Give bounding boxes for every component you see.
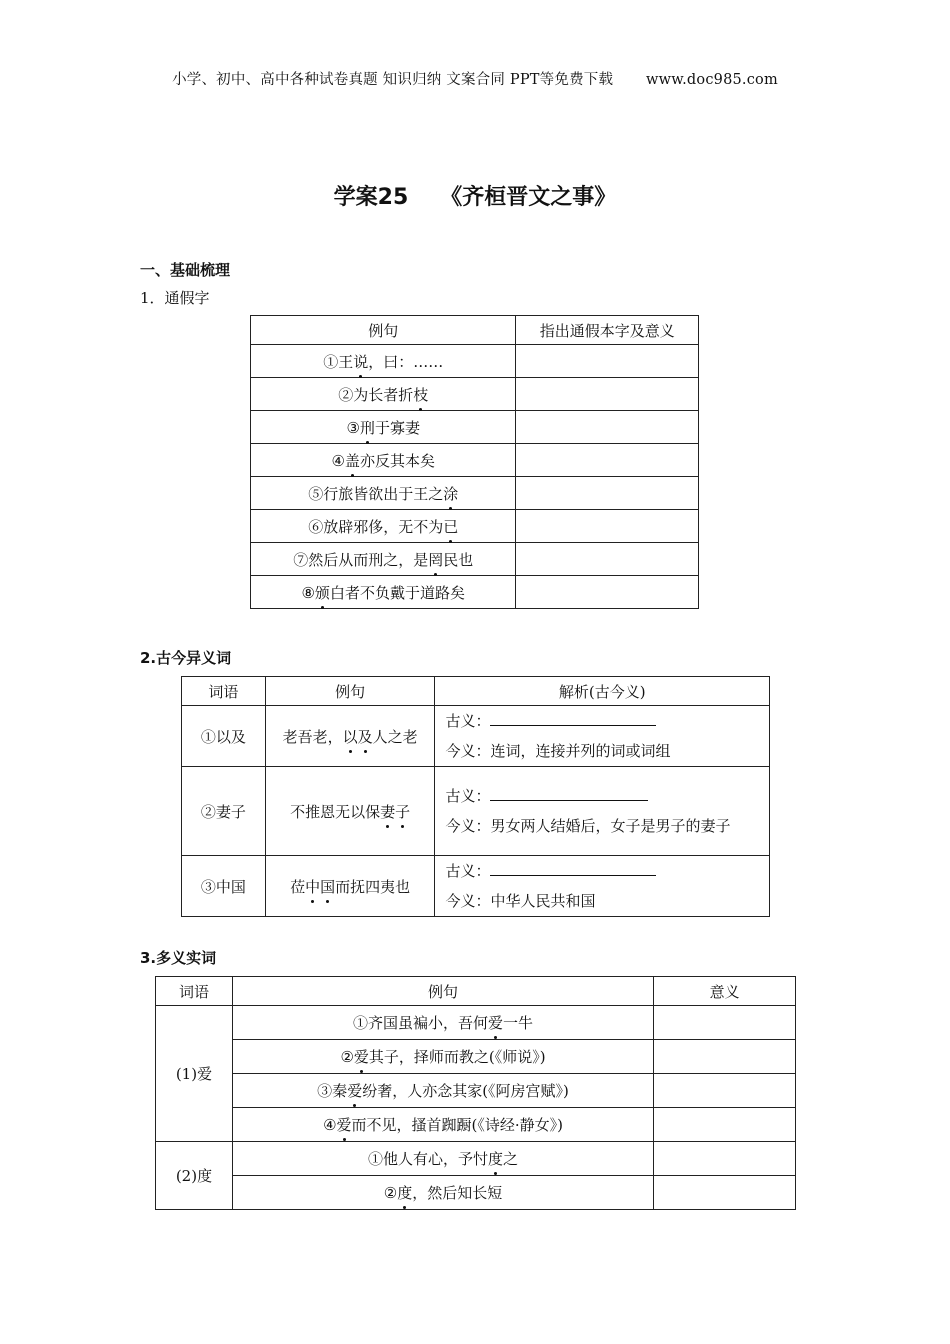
sentence-text: ②: [340, 1048, 354, 1066]
analysis-cell: [435, 767, 770, 856]
gujin-table: [181, 676, 770, 917]
example-sentence: [251, 378, 516, 411]
analysis-cell: [435, 856, 770, 917]
sentence-text: ①齐国虽褊小，吾何: [353, 1014, 489, 1032]
sentence-text: 老吾老，: [282, 727, 343, 746]
example-sentence: [251, 510, 516, 543]
tongjia-table: [250, 315, 699, 609]
example-sentence: [251, 411, 516, 444]
section1-heading: 一、基础梳理: [140, 261, 231, 279]
word-text: ②妻子: [200, 802, 246, 821]
emphasized-char: 爱: [347, 1082, 363, 1100]
emphasized-char: 度: [397, 1184, 413, 1202]
table-header: 例句: [232, 977, 653, 1006]
table-row: [251, 444, 699, 477]
answer-cell: [516, 444, 699, 477]
sentence-text: 民也: [443, 550, 474, 569]
sentence-text: ，然后知长短: [412, 1184, 503, 1202]
answer-cell: [516, 543, 699, 576]
emphasized-char: 及: [357, 727, 373, 746]
table-row: [251, 378, 699, 411]
sentence-text: 其子，择师而教之(《师说》): [368, 1048, 546, 1066]
sentence-text: ⑧: [301, 583, 315, 602]
table-row: [251, 345, 699, 378]
modern-text: 今义：连词，连接并列的词或词组: [445, 742, 671, 760]
table-row: [182, 706, 770, 767]
emphasized-char: 爱: [353, 1048, 369, 1066]
example-sentence: [251, 543, 516, 576]
sentence-text: 一牛: [503, 1014, 534, 1032]
meaning-cell: [654, 1040, 796, 1074]
sentence-text: ④: [323, 1116, 337, 1134]
meaning-cell: [654, 1074, 796, 1108]
answer-cell: [516, 477, 699, 510]
meaning-cell: [654, 1108, 796, 1142]
word-cell: [182, 767, 266, 856]
title-work: 《齐桓晋文之事》: [440, 185, 617, 210]
emphasized-char: 涂: [443, 484, 459, 503]
table-header: 例句: [265, 677, 435, 706]
example-sentence: [232, 1074, 653, 1108]
word-text: (1)爱: [175, 1065, 213, 1083]
title-lesson: 学案25: [333, 185, 409, 210]
example-sentence: [232, 1040, 653, 1074]
meaning-cell: [654, 1142, 796, 1176]
emphasized-char: 刑: [359, 418, 375, 437]
sentence-text: ⑤行旅皆欲出于王之: [308, 484, 444, 503]
sentence-text: ⑦然后从而刑之，是: [293, 550, 429, 569]
emphasized-char: 子: [395, 802, 411, 821]
duoyi-table: [155, 976, 796, 1210]
emphasized-char: 中: [305, 877, 321, 896]
page-title: [0, 180, 950, 211]
table-row: [156, 1074, 796, 1108]
sentence-text: 于寡妻: [374, 418, 420, 437]
emphasized-char: 爱: [488, 1014, 504, 1032]
word-text: (2)度: [175, 1167, 213, 1185]
fill-blank-line: [490, 788, 648, 801]
sentence-text: 纷奢，人亦念其家(《阿房宫赋》): [362, 1082, 569, 1100]
sentence-text: ①他人有心，予忖: [368, 1150, 489, 1168]
answer-cell: [516, 576, 699, 609]
emphasized-char: 以: [342, 727, 358, 746]
emphasized-char: 颁: [314, 583, 330, 602]
ancient-meaning: [445, 781, 759, 811]
sentence-text: 之: [503, 1150, 519, 1168]
section1-sub: 1．通假字: [140, 289, 210, 307]
example-sentence: [251, 477, 516, 510]
sentence-text: ③: [346, 418, 360, 437]
sentence-text: ①王: [323, 352, 354, 371]
modern-text: 今义：中华人民共和国: [445, 892, 596, 910]
emphasized-char: 罔: [428, 550, 444, 569]
word-cell: [182, 856, 266, 917]
example-sentence: [251, 444, 516, 477]
word-text: ①以及: [200, 727, 246, 746]
emphasized-char: 国: [320, 877, 336, 896]
table-row: [182, 767, 770, 856]
ancient-label: 古义：: [445, 712, 491, 730]
table-row: [156, 1006, 796, 1040]
section3-heading: 3.多义实词: [140, 949, 217, 967]
page-header: [0, 68, 950, 89]
fill-blank-line: [490, 713, 656, 726]
example-sentence: [232, 1176, 653, 1210]
example-sentence: [265, 856, 435, 917]
sentence-text: ，曰：……: [368, 352, 444, 371]
emphasized-char: 妻: [380, 802, 396, 821]
table-row: [182, 856, 770, 917]
meaning-cell: [654, 1176, 796, 1210]
section2-heading: 2.古今异义词: [140, 649, 232, 667]
modern-meaning: [445, 886, 759, 916]
sentence-text: ②为长者折: [338, 385, 414, 404]
example-sentence: [232, 1006, 653, 1040]
sentence-text: 而抚四夷也: [335, 877, 411, 896]
sentence-text: 而不见，搔首踟蹰(《诗经·静女》): [351, 1116, 564, 1134]
emphasized-char: 度: [488, 1150, 504, 1168]
table-header: 意义: [654, 977, 796, 1006]
emphasized-char: 盖: [344, 451, 360, 470]
example-sentence: [265, 706, 435, 767]
emphasized-char: 枝: [413, 385, 429, 404]
sentence-text: 不推恩无以保: [290, 802, 381, 821]
ancient-label: 古义：: [445, 787, 491, 805]
table-header: 指出通假本字及意义: [516, 316, 699, 345]
emphasized-char: 已: [443, 517, 459, 536]
sentence-text: 人之老: [372, 727, 418, 746]
header-site: www.doc985.com: [645, 72, 778, 88]
answer-cell: [516, 411, 699, 444]
answer-cell: [516, 378, 699, 411]
table-row: [156, 1040, 796, 1074]
table-header: 词语: [156, 977, 233, 1006]
ancient-meaning: [445, 856, 759, 886]
word-text: ③中国: [200, 877, 246, 896]
sentence-text: ⑥放辟邪侈，无不为: [308, 517, 444, 536]
table-row: [156, 1176, 796, 1210]
answer-cell: [516, 345, 699, 378]
table-row: [251, 543, 699, 576]
emphasized-char: 爱: [336, 1116, 352, 1134]
example-sentence: [265, 767, 435, 856]
sentence-text: ②: [383, 1184, 398, 1202]
table-header: 解析(古今义): [435, 677, 770, 706]
example-sentence: [251, 576, 516, 609]
header-text: 小学、初中、高中各种试卷真题 知识归纳 文案合同 PPT等免费下载: [172, 72, 614, 88]
table-row: [251, 477, 699, 510]
modern-text: 今义：男女两人结婚后，女子是男子的妻子: [445, 817, 731, 835]
table-header: 例句: [251, 316, 516, 345]
sentence-text: ③秦: [317, 1082, 348, 1100]
table-row: [251, 510, 699, 543]
example-sentence: [232, 1142, 653, 1176]
ancient-meaning: [445, 706, 759, 736]
example-sentence: [232, 1108, 653, 1142]
modern-meaning: [445, 811, 759, 841]
table-row: [251, 411, 699, 444]
word-cell: [156, 1006, 233, 1142]
sentence-text: 亦反其本矣: [359, 451, 435, 470]
sentence-text: 莅: [290, 877, 306, 896]
fill-blank-line: [490, 863, 656, 876]
sentence-text: ④: [331, 451, 345, 470]
answer-cell: [516, 510, 699, 543]
word-cell: [156, 1142, 233, 1210]
emphasized-char: 说: [353, 352, 369, 371]
word-cell: [182, 706, 266, 767]
ancient-label: 古义：: [445, 862, 491, 880]
sentence-text: 白者不负戴于道路矣: [329, 583, 465, 602]
table-row: [156, 1142, 796, 1176]
analysis-cell: [435, 706, 770, 767]
modern-meaning: [445, 736, 759, 766]
table-row: [251, 576, 699, 609]
table-header: 词语: [182, 677, 266, 706]
meaning-cell: [654, 1006, 796, 1040]
example-sentence: [251, 345, 516, 378]
table-row: [156, 1108, 796, 1142]
